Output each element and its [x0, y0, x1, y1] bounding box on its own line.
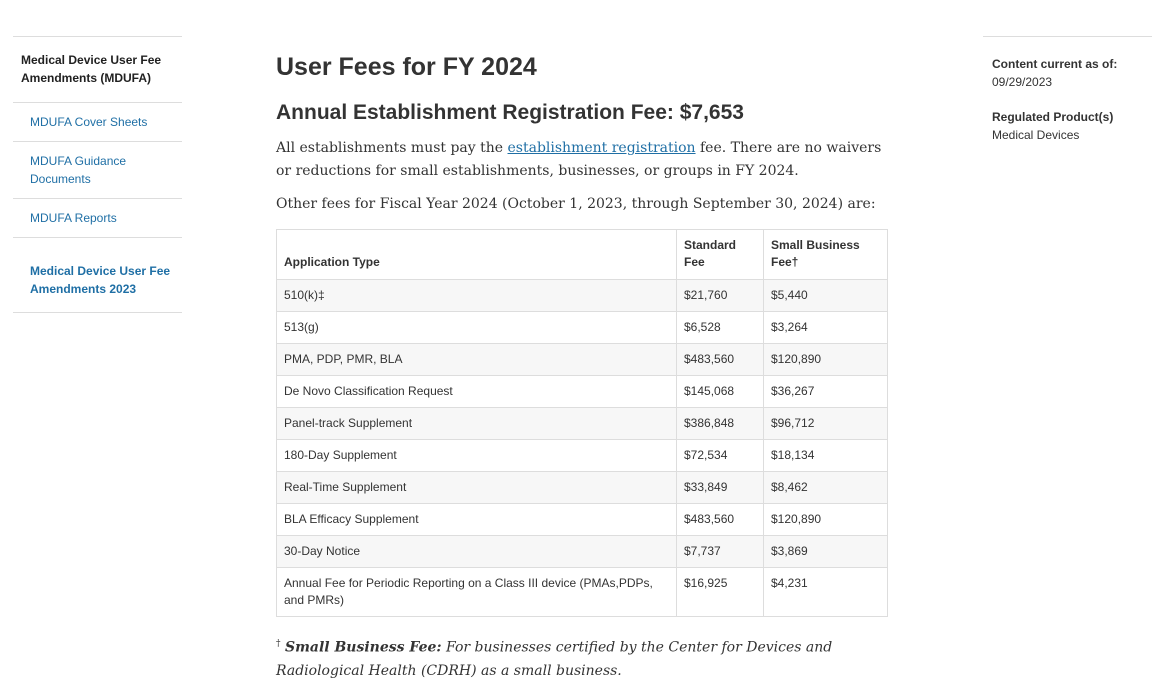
sidebar-link-guidance-documents[interactable]: MDUFA Guidance Documents: [30, 154, 127, 186]
small-business-footnote: [276, 633, 888, 683]
main-content: [276, 52, 896, 683]
cell-small: $3,869: [764, 536, 888, 568]
registration-text-before: All establishments must pay the: [276, 140, 508, 156]
cell-type: 180-Day Supplement: [277, 440, 677, 472]
establishment-registration-link[interactable]: establishment registration: [507, 140, 696, 156]
cell-standard: $483,560: [677, 504, 764, 536]
regulated-products-label: Regulated Product(s): [992, 110, 1114, 124]
header-application-type: Application Type: [277, 230, 677, 280]
table-row: [277, 312, 888, 344]
cell-standard: $6,528: [677, 312, 764, 344]
table-row: [277, 504, 888, 536]
sidebar-item-cover-sheets[interactable]: [13, 103, 182, 142]
cell-small: $8,462: [764, 472, 888, 504]
cell-standard: $72,534: [677, 440, 764, 472]
table-row: [277, 408, 888, 440]
cell-type: 510(k)‡: [277, 280, 677, 312]
cell-type: Panel-track Supplement: [277, 408, 677, 440]
cell-small: $36,267: [764, 376, 888, 408]
page-title: User Fees for FY 2024: [276, 53, 537, 81]
sidebar-link-mdufa-2023[interactable]: Medical Device User Fee Amendments 2023: [30, 264, 171, 296]
other-fees-intro: Other fees for Fiscal Year 2024 (October 1, 2023, through September 30, 2024) are:: [276, 196, 876, 212]
table-row: [277, 536, 888, 568]
cell-type: Annual Fee for Periodic Reporting on a Class III device (PMAs,PDPs, and PMRs): [277, 568, 677, 617]
dagger-mark: †: [276, 639, 281, 649]
cell-type: 513(g): [277, 312, 677, 344]
cell-standard: $21,760: [677, 280, 764, 312]
content-current-date: 09/29/2023: [992, 75, 1053, 89]
table-row: [277, 280, 888, 312]
cell-small: $96,712: [764, 408, 888, 440]
right-rail: [983, 36, 1152, 161]
table-row: [277, 472, 888, 504]
fee-table: [276, 229, 888, 617]
cell-small: $120,890: [764, 344, 888, 376]
footnote-label: Small Business Fee:: [284, 639, 442, 656]
cell-type: BLA Efficacy Supplement: [277, 504, 677, 536]
table-header-row: [277, 230, 888, 280]
cell-standard: $145,068: [677, 376, 764, 408]
sidebar-parent-label[interactable]: Medical Device User Fee Amendments (MDUFA): [21, 53, 162, 85]
sidebar-nav: [13, 36, 182, 313]
cell-type: De Novo Classification Request: [277, 376, 677, 408]
regulated-products-value: Medical Devices: [992, 128, 1080, 142]
header-standard-fee: Standard Fee: [677, 230, 764, 280]
cell-small: $5,440: [764, 280, 888, 312]
registration-paragraph: [276, 137, 888, 183]
content-current-label: Content current as of:: [992, 57, 1118, 71]
table-row: [277, 440, 888, 472]
cell-standard: $386,848: [677, 408, 764, 440]
footnote-text: For businesses certified by the Center for Devices and Radiological Health (CDRH) as a small business.: [276, 639, 833, 679]
table-row: [277, 344, 888, 376]
cell-type: Real-Time Supplement: [277, 472, 677, 504]
cell-type: PMA, PDP, PMR, BLA: [277, 344, 677, 376]
cell-standard: $16,925: [677, 568, 764, 617]
sidebar-link-reports[interactable]: MDUFA Reports: [30, 211, 117, 225]
sidebar-parent-mdufa[interactable]: [13, 37, 182, 103]
cell-small: $120,890: [764, 504, 888, 536]
registration-fee-heading: Annual Establishment Registration Fee: $7,653: [276, 101, 744, 124]
table-row: [277, 376, 888, 408]
cell-small: $18,134: [764, 440, 888, 472]
cell-standard: $7,737: [677, 536, 764, 568]
cell-standard: $33,849: [677, 472, 764, 504]
table-row: [277, 568, 888, 617]
cell-small: $4,231: [764, 568, 888, 617]
registration-text-after: fee. There are no waivers or reductions for small establishments, businesses, or groups in FY 2024.: [276, 140, 882, 179]
sidebar-link-cover-sheets[interactable]: MDUFA Cover Sheets: [30, 115, 148, 129]
cell-small: $3,264: [764, 312, 888, 344]
sidebar-item-reports[interactable]: [13, 199, 182, 238]
cell-type: 30-Day Notice: [277, 536, 677, 568]
cell-standard: $483,560: [677, 344, 764, 376]
header-small-business-fee: Small Business Fee†: [764, 230, 888, 280]
sidebar-item-guidance-documents[interactable]: [13, 142, 182, 199]
sidebar-item-mdufa-2023[interactable]: [13, 238, 182, 313]
